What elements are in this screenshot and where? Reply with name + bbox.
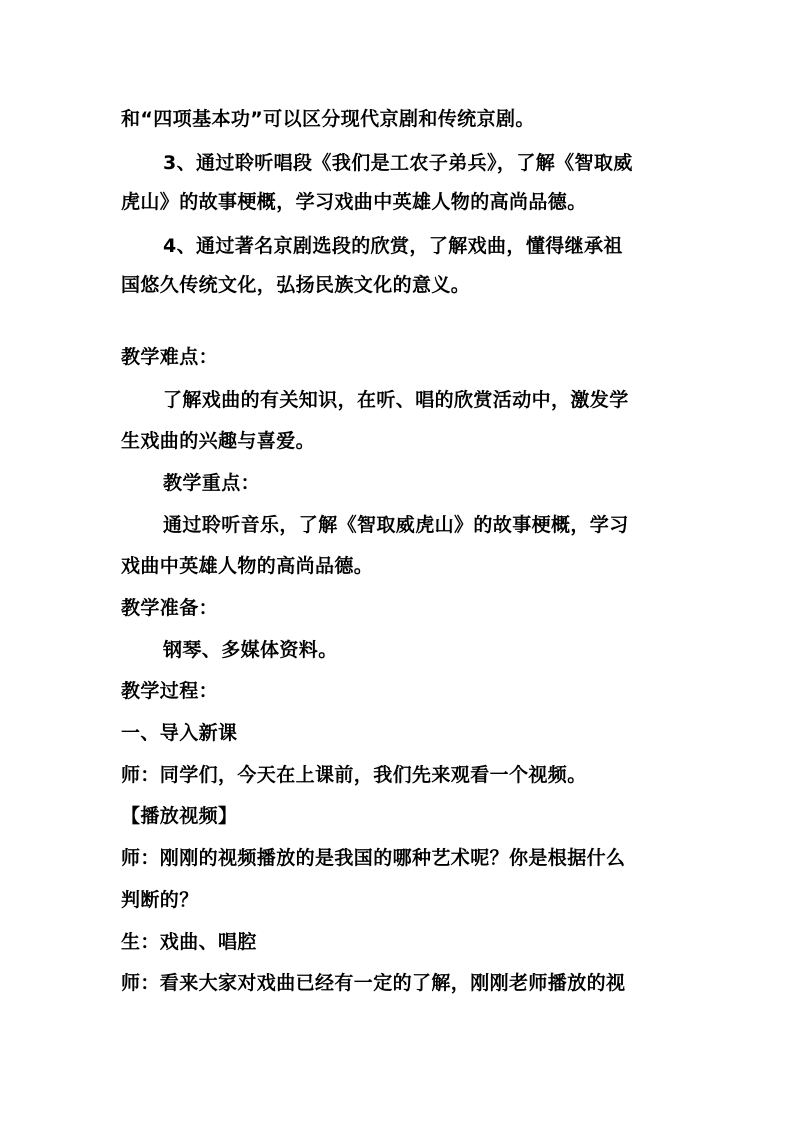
objective-3-line-2: 虎山》的故事梗概，学习戏曲中英雄人物的高尚品德。 [121,191,587,213]
focus-line-2: 戏曲中英雄人物的高尚品德。 [121,555,374,577]
preparation-line: 钢琴、多媒体资料。 [163,639,338,661]
dialogue-line-3: 师：刚刚的视频播放的是我国的哪种艺术呢？你是根据什么 [121,847,626,869]
dialogue-line-2: 【播放视频】 [121,805,238,827]
difficulty-line-1: 了解戏曲的有关知识，在听、唱的欣赏活动中，激发学 [163,389,629,411]
focus-line-1: 通过聆听音乐，了解《智取威虎山》的故事梗概，学习 [163,514,629,536]
heading-teaching-process: 教学过程： [121,680,219,702]
heading-teaching-preparation: 教学准备： [121,597,219,619]
dialogue-line-6: 师：看来大家对戏曲已经有一定的了解，刚刚老师播放的视 [121,972,626,994]
objective-3-line-1: 3、通过聆听唱段《我们是工农子弟兵》，了解《智取威 [163,152,633,174]
objective-4-line-2: 国悠久传统文化，弘扬民族文化的意义。 [121,274,471,296]
dialogue-line-4: 判断的？ [121,889,199,911]
heading-teaching-focus: 教学重点： [163,472,261,494]
objective-4-line-1: 4、通过著名京剧选段的欣赏，了解戏曲，懂得继承祖 [163,235,623,257]
difficulty-line-2: 生戏曲的兴趣与喜爱。 [121,430,316,452]
text-line-1: 和“四项基本功”可以区分现代京剧和传统京剧。 [121,108,535,130]
dialogue-line-5: 生：戏曲、唱腔 [121,931,257,953]
dialogue-line-1: 师：同学们，今天在上课前，我们先来观看一个视频。 [121,764,587,786]
heading-teaching-difficulty: 教学难点： [121,346,219,368]
section-introduction: 一、导入新课 [121,722,238,744]
